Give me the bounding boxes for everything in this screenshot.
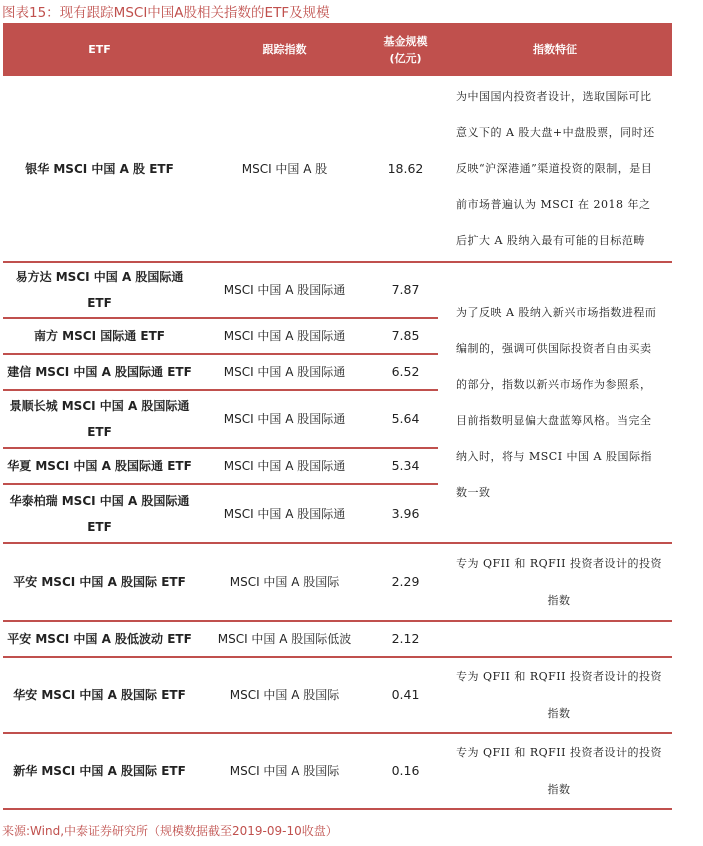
fund-size: 7.85 bbox=[373, 318, 438, 354]
fund-size: 5.64 bbox=[373, 390, 438, 448]
table-row bbox=[3, 543, 672, 621]
fund-size: 18.62 bbox=[373, 76, 438, 262]
header-size-line2: (亿元) bbox=[389, 51, 422, 65]
tracked-index: MSCI 中国 A 股国际 bbox=[196, 543, 373, 621]
etf-name: 南方 MSCI 国际通 ETF bbox=[3, 318, 196, 354]
figure-title: 图表15：现有跟踪MSCI中国A股相关指数的ETF及规模 bbox=[2, 5, 330, 21]
etf-name: 易方达 MSCI 中国 A 股国际通 ETF bbox=[3, 262, 196, 318]
table-row bbox=[3, 262, 672, 318]
tracked-index: MSCI 中国 A 股国际通 bbox=[196, 354, 373, 390]
tracked-index: MSCI 中国 A 股国际通 bbox=[196, 484, 373, 543]
table-row bbox=[3, 76, 672, 262]
source-note: 来源:Wind,中泰证券研究所（规模数据截至2019-09-10收盘） bbox=[2, 824, 338, 838]
header-index: 跟踪指数 bbox=[196, 23, 373, 76]
fund-size: 3.96 bbox=[373, 484, 438, 543]
fund-size: 0.16 bbox=[373, 733, 438, 809]
tracked-index: MSCI 中国 A 股国际 bbox=[196, 733, 373, 809]
fund-size: 7.87 bbox=[373, 262, 438, 318]
header-etf: ETF bbox=[3, 23, 196, 76]
tracked-index: MSCI 中国 A 股国际 bbox=[196, 657, 373, 733]
etf-table bbox=[3, 23, 672, 810]
fund-size: 2.12 bbox=[373, 621, 438, 657]
header-feature: 指数特征 bbox=[438, 23, 672, 76]
table-row bbox=[3, 621, 672, 657]
fund-size: 6.52 bbox=[373, 354, 438, 390]
fund-size: 2.29 bbox=[373, 543, 438, 621]
index-feature: 为中国国内投资者设计，选取国际可比意义下的 A 股大盘+中盘股票，同时还反映“沪深港通”渠道投资的限制，是目前市场普遍认为 MSCI 在 2018 年之后扩大 A 股纳入最有可能的目标范畴 bbox=[438, 76, 672, 262]
index-feature: 为了反映 A 股纳入新兴市场指数进程而编制的，强调可供国际投资者自由买卖的部分，指数以新兴市场作为参照系，目前指数明显偏大盘蓝筹风格。当完全纳入时，将与 MSCI 中国 A 股国际指数一致 bbox=[438, 262, 672, 543]
table-header-row bbox=[3, 23, 672, 76]
etf-name: 银华 MSCI 中国 A 股 ETF bbox=[3, 76, 196, 262]
fund-size: 0.41 bbox=[373, 657, 438, 733]
tracked-index: MSCI 中国 A 股国际通 bbox=[196, 262, 373, 318]
etf-name: 新华 MSCI 中国 A 股国际 ETF bbox=[3, 733, 196, 809]
header-size bbox=[373, 23, 438, 76]
etf-name: 建信 MSCI 中国 A 股国际通 ETF bbox=[3, 354, 196, 390]
table-row bbox=[3, 733, 672, 809]
etf-name: 华泰柏瑞 MSCI 中国 A 股国际通 ETF bbox=[3, 484, 196, 543]
etf-name: 华安 MSCI 中国 A 股国际 ETF bbox=[3, 657, 196, 733]
empty-feature-cell bbox=[438, 621, 672, 657]
tracked-index: MSCI 中国 A 股国际通 bbox=[196, 390, 373, 448]
etf-name: 景顺长城 MSCI 中国 A 股国际通 ETF bbox=[3, 390, 196, 448]
etf-name: 平安 MSCI 中国 A 股低波动 ETF bbox=[3, 621, 196, 657]
tracked-index: MSCI 中国 A 股国际通 bbox=[196, 318, 373, 354]
fund-size: 5.34 bbox=[373, 448, 438, 484]
index-feature: 专为 QFII 和 RQFII 投资者设计的投资指数 bbox=[438, 543, 672, 621]
index-feature: 专为 QFII 和 RQFII 投资者设计的投资指数 bbox=[438, 657, 672, 733]
header-size-line1: 基金规模 bbox=[383, 34, 428, 48]
index-feature: 专为 QFII 和 RQFII 投资者设计的投资指数 bbox=[438, 733, 672, 809]
table-row bbox=[3, 657, 672, 733]
tracked-index: MSCI 中国 A 股国际通 bbox=[196, 448, 373, 484]
etf-name: 平安 MSCI 中国 A 股国际 ETF bbox=[3, 543, 196, 621]
tracked-index: MSCI 中国 A 股国际低波 bbox=[196, 621, 373, 657]
tracked-index: MSCI 中国 A 股 bbox=[196, 76, 373, 262]
etf-name: 华夏 MSCI 中国 A 股国际通 ETF bbox=[3, 448, 196, 484]
